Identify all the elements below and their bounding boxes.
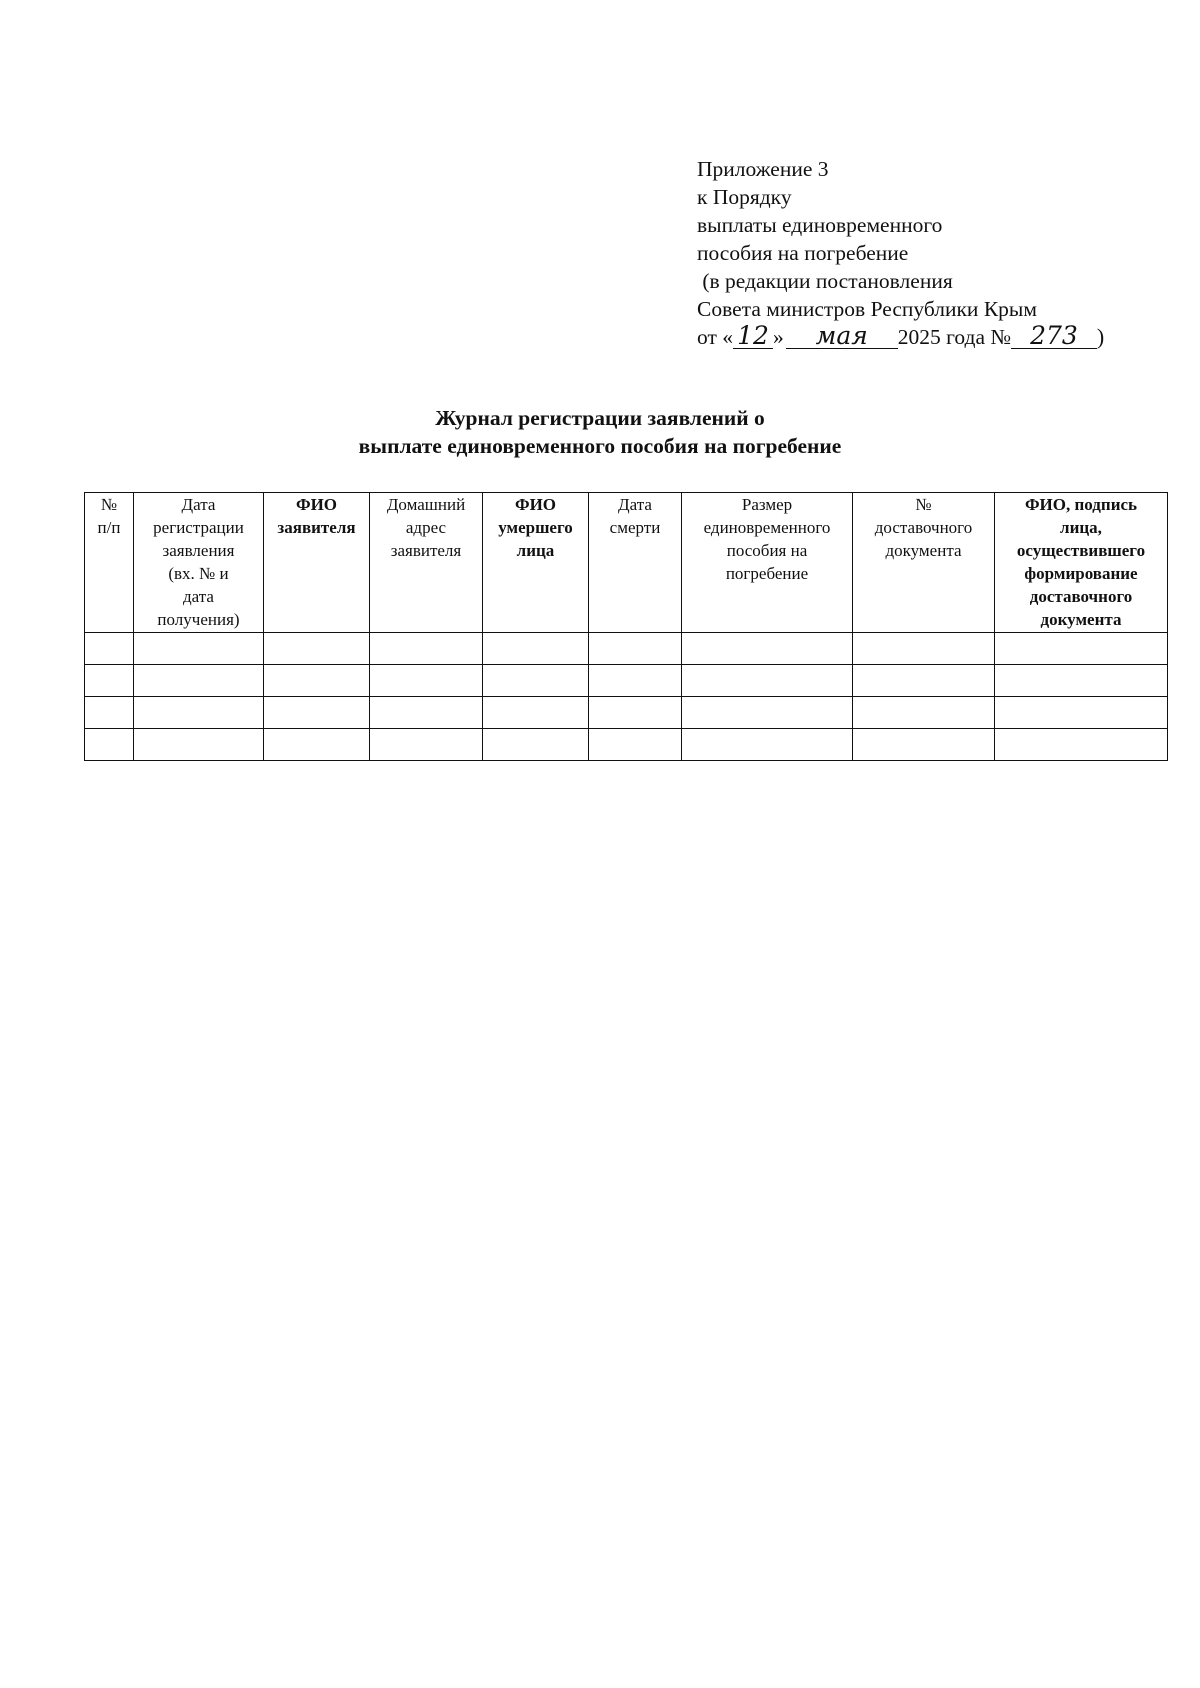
table-cell[interactable] [483, 697, 589, 729]
table-cell[interactable] [995, 729, 1168, 761]
table-cell[interactable] [589, 697, 682, 729]
title-line-1: Журнал регистрации заявлений о [435, 406, 765, 430]
appendix-date-line [697, 323, 1104, 351]
appendix-line-4: пособия на погребение [697, 241, 909, 265]
table-cell[interactable] [134, 729, 264, 761]
date-quote-close: » [773, 325, 784, 349]
table-cell[interactable] [264, 633, 370, 665]
handwritten-month: мая [786, 324, 898, 349]
table-cell[interactable] [995, 697, 1168, 729]
header-cell-registration-date: Дата регистрации заявления (вх. № и дата получения) [134, 493, 264, 633]
table-cell[interactable] [134, 633, 264, 665]
table-cell[interactable] [995, 665, 1168, 697]
document-title [300, 404, 900, 460]
table-cell[interactable] [134, 697, 264, 729]
table-cell[interactable] [589, 729, 682, 761]
table-cell[interactable] [589, 633, 682, 665]
header-cell-number: № п/п [85, 493, 134, 633]
appendix-block [697, 155, 1104, 351]
table-cell[interactable] [853, 697, 995, 729]
appendix-line-6: Совета министров Республики Крым [697, 297, 1037, 321]
table-cell[interactable] [264, 697, 370, 729]
table-cell[interactable] [264, 665, 370, 697]
header-row [85, 493, 1168, 633]
appendix-line-1: Приложение 3 [697, 157, 829, 181]
table-row [85, 633, 1168, 665]
appendix-line-3: выплаты единовременного [697, 213, 943, 237]
header-cell-death-date: Дата смерти [589, 493, 682, 633]
table-cell[interactable] [483, 665, 589, 697]
header-cell-delivery-doc-number: № доставочного документа [853, 493, 995, 633]
registration-journal-table [84, 492, 1168, 761]
table-row [85, 665, 1168, 697]
table-cell[interactable] [134, 665, 264, 697]
handwritten-day: 12 [733, 324, 773, 349]
table-row [85, 697, 1168, 729]
header-cell-responsible-signature: ФИО, подпись лица, осуществившего формирование доставочного документа [995, 493, 1168, 633]
table-cell[interactable] [85, 633, 134, 665]
table-cell[interactable] [483, 729, 589, 761]
table-cell[interactable] [370, 665, 483, 697]
table-cell[interactable] [682, 697, 853, 729]
handwritten-number: 273 [1011, 324, 1097, 349]
table-cell[interactable] [483, 633, 589, 665]
table-cell[interactable] [682, 729, 853, 761]
table-cell[interactable] [85, 697, 134, 729]
table-cell[interactable] [370, 633, 483, 665]
date-prefix: от « [697, 325, 733, 349]
table-cell[interactable] [682, 665, 853, 697]
table-cell[interactable] [682, 633, 853, 665]
table-cell[interactable] [370, 697, 483, 729]
header-cell-applicant-name: ФИО заявителя [264, 493, 370, 633]
date-suffix: 2025 года № [897, 325, 1011, 349]
table-body [85, 633, 1168, 761]
header-cell-home-address: Домашний адрес заявителя [370, 493, 483, 633]
header-cell-deceased-name: ФИО умершего лица [483, 493, 589, 633]
header-cell-benefit-amount: Размер единовременного пособия на погребение [682, 493, 853, 633]
appendix-line-2: к Порядку [697, 185, 792, 209]
appendix-line-5: (в редакции постановления [697, 269, 953, 293]
closing-bracket: ) [1096, 324, 1105, 349]
table-cell[interactable] [370, 729, 483, 761]
title-line-2: выплате единовременного пособия на погребение [358, 434, 842, 458]
table-cell[interactable] [85, 665, 134, 697]
table-row [85, 729, 1168, 761]
table-cell[interactable] [853, 665, 995, 697]
table-cell[interactable] [853, 633, 995, 665]
table-cell[interactable] [995, 633, 1168, 665]
table-cell[interactable] [589, 665, 682, 697]
table-cell[interactable] [853, 729, 995, 761]
table-cell[interactable] [264, 729, 370, 761]
table-cell[interactable] [85, 729, 134, 761]
